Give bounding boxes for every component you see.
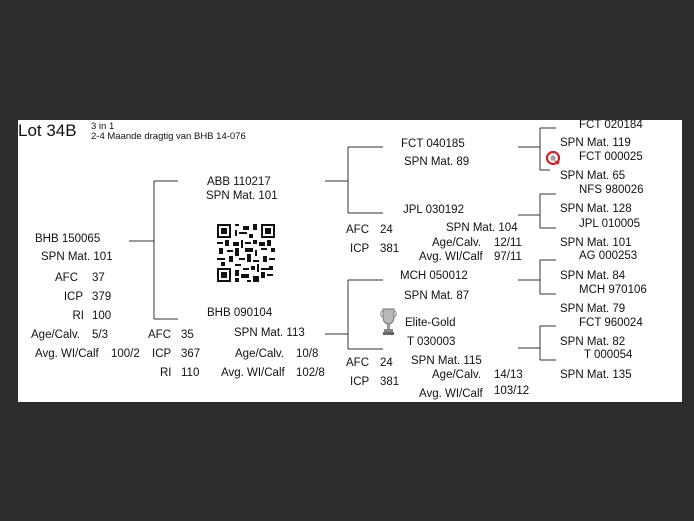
granddam-ri-label: RI [160, 367, 172, 379]
dam-dam-spn: SPN Mat. 115 [411, 355, 482, 367]
dam-afc-value: 37 [92, 272, 105, 284]
granddam-afc-value: 35 [181, 329, 194, 341]
gen4-spn-1: SPN Mat. 119 [560, 137, 631, 149]
granddam-icp-label: ICP [152, 348, 172, 360]
granddam-ri-value: 110 [181, 367, 200, 379]
dam-dam-age-value: 14/13 [494, 369, 523, 381]
sire-dam-wi-value: 97/11 [494, 251, 522, 263]
granddam-icp-value: 367 [181, 348, 201, 360]
gen4-spn-8: SPN Mat. 135 [560, 369, 632, 381]
dam-dam-afc-label: AFC [346, 357, 369, 369]
dam-icp-value: 379 [92, 291, 112, 303]
sire-spn: SPN Mat. 101 [206, 190, 278, 202]
dam-age-label: Age/Calv. [31, 329, 81, 341]
dam-spn: SPN Mat. 101 [41, 251, 113, 263]
dam-dam-wi-value: 103/12 [494, 385, 530, 397]
dam-dam-wi-label: Avg. WI/Calf [419, 388, 483, 400]
sire-sire-spn: SPN Mat. 89 [404, 156, 470, 168]
gen4-id-5: AG 000253 [579, 250, 638, 262]
ribbon-badge-icon [546, 151, 562, 166]
gen4-id-4: JPL 010005 [579, 218, 640, 230]
gen4-id-2: FCT 000025 [579, 151, 643, 163]
granddam-spn: SPN Mat. 113 [234, 327, 305, 339]
dam-wi-value: 100/2 [111, 348, 140, 360]
dam-dam-icp-value: 381 [380, 376, 400, 388]
gen4-id-1: FCT 020184 [579, 120, 643, 131]
dam-sire-spn: SPN Mat. 87 [404, 290, 470, 302]
gen4-id-3: NFS 980026 [579, 184, 644, 196]
sire-dam-icp-value: 381 [380, 243, 400, 255]
sire-sire-id: FCT 040185 [401, 138, 465, 150]
gen4-id-6: MCH 970106 [579, 284, 647, 296]
sire-dam-age-label: Age/Calv. [432, 237, 482, 249]
dam-dam-id: T 030003 [407, 336, 456, 348]
dam-dam-afc-value: 24 [380, 357, 393, 369]
dam-dam-icp-label: ICP [350, 376, 370, 388]
dam-icp-label: ICP [63, 291, 83, 303]
qr-code-icon [217, 224, 275, 282]
sire-id: ABB 110217 [207, 176, 271, 188]
granddam-age-value: 10/8 [296, 348, 319, 360]
gen4-id-8: T 000054 [584, 349, 633, 361]
dam-ri-value: 100 [92, 310, 112, 322]
lot-subtitle-1: 3 in 1 [91, 121, 115, 132]
granddam-wi-value: 102/8 [296, 367, 325, 379]
dam-sire-id: MCH 050012 [400, 270, 468, 282]
gen4-spn-2: SPN Mat. 65 [560, 170, 626, 182]
dam-afc-label: AFC [55, 272, 78, 284]
dam-dam-age-label: Age/Calv. [432, 369, 482, 381]
dam-age-value: 5/3 [92, 329, 108, 341]
lot-title: Lot 34B [18, 121, 77, 140]
granddam-wi-label: Avg. WI/Calf [221, 367, 285, 379]
gen4-id-7: FCT 960024 [579, 317, 643, 329]
dam-id: BHB 150065 [35, 233, 101, 245]
granddam-age-label: Age/Calv. [235, 348, 285, 360]
sire-dam-icp-label: ICP [350, 243, 370, 255]
gen4-spn-4: SPN Mat. 101 [560, 237, 632, 249]
sire-dam-wi-label: Avg. WI/Calf [419, 251, 483, 263]
gen4-spn-5: SPN Mat. 84 [560, 270, 626, 282]
granddam-id: BHB 090104 [207, 307, 273, 319]
trophy-icon [380, 307, 397, 337]
sire-dam-age-value: 12/11 [494, 237, 522, 249]
dam-ri-label: RI [72, 310, 84, 322]
lot-subtitle-2: 2-4 Maande dragtig van BHB 14-076 [91, 131, 246, 142]
granddam-afc-label: AFC [148, 329, 171, 341]
sire-dam-id: JPL 030192 [403, 204, 464, 216]
gen4-spn-3: SPN Mat. 128 [560, 203, 632, 215]
sire-dam-spn: SPN Mat. 104 [446, 222, 518, 234]
dam-wi-label: Avg. WI/Calf [35, 348, 99, 360]
pedigree-sheet [18, 120, 682, 402]
elite-gold-label: Elite-Gold [405, 317, 456, 329]
gen4-spn-6: SPN Mat. 79 [560, 303, 626, 315]
sire-dam-afc-label: AFC [346, 224, 369, 236]
gen4-spn-7: SPN Mat. 82 [560, 336, 626, 348]
sire-dam-afc-value: 24 [380, 224, 393, 236]
